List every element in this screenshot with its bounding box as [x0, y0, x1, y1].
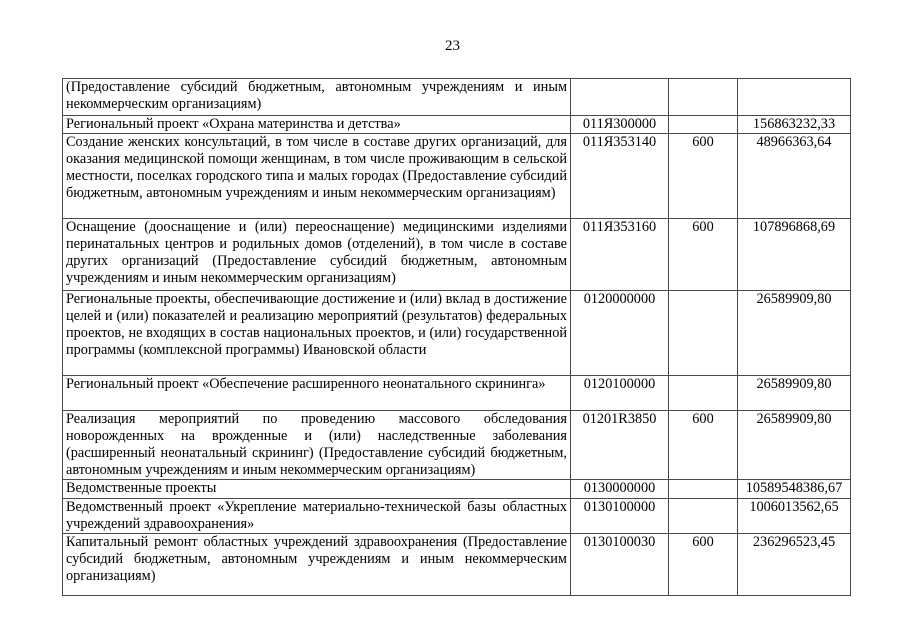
row-amount: 26589909,80 — [738, 291, 851, 376]
row-code: 011Я300000 — [571, 116, 669, 134]
row-amount: 1006013562,65 — [738, 499, 851, 534]
row-expense-type: 600 — [669, 534, 738, 596]
row-description: Региональные проекты, обеспечивающие достижение и (или) вклад в достижение целей и (или) показателей и реализацию мероприятий (результатов) федеральных проектов, не входящих в состав национальных проектов, и (или) государственной программы (комплексной программы) Ивановской области — [63, 291, 571, 376]
row-description: (Предоставление субсидий бюджетным, автономным учреждениям и иным некоммерческим организациям) — [63, 79, 571, 116]
row-expense-type — [669, 116, 738, 134]
row-expense-type — [669, 499, 738, 534]
row-expense-type — [669, 291, 738, 376]
row-description: Оснащение (дооснащение и (или) переоснащение) медицинскими изделиями перинатальных центров и родильных домов (отделений), в том числе в составе других организаций (Предоставление субсидий бюджетным, автономным учреждениям и иным некоммерческим организациям) — [63, 219, 571, 291]
row-code: 0130100000 — [571, 499, 669, 534]
row-code: 0120000000 — [571, 291, 669, 376]
table-row — [63, 411, 851, 480]
row-description: Региональный проект «Обеспечение расширенного неонатального скрининга» — [63, 376, 571, 411]
row-description: Капитальный ремонт областных учреждений здравоохранения (Предоставление субсидий бюджетным, автономным учреждениям и иным некоммерческим организациям) — [63, 534, 571, 596]
row-expense-type — [669, 480, 738, 499]
row-amount: 10589548386,67 — [738, 480, 851, 499]
row-description: Региональный проект «Охрана материнства и детства» — [63, 116, 571, 134]
table-row — [63, 219, 851, 291]
row-expense-type — [669, 79, 738, 116]
table-row — [63, 376, 851, 411]
row-expense-type: 600 — [669, 219, 738, 291]
row-amount: 107896868,69 — [738, 219, 851, 291]
row-code: 0130100030 — [571, 534, 669, 596]
row-expense-type: 600 — [669, 134, 738, 219]
row-amount: 26589909,80 — [738, 376, 851, 411]
row-expense-type: 600 — [669, 411, 738, 480]
table-row — [63, 480, 851, 499]
row-amount: 48966363,64 — [738, 134, 851, 219]
row-description: Создание женских консультаций, в том числе в составе других организаций, для оказания медицинской помощи женщинам, в том числе проживающим в сельской местности, поселках городского типа и малых городах (Предоставление субсидий бюджетным, автономным учреждениям и иным некоммерческим организациям) — [63, 134, 571, 219]
row-description: Ведомственный проект «Укрепление материально-технической базы областных учреждений здравоохранения» — [63, 499, 571, 534]
row-amount — [738, 79, 851, 116]
row-amount: 236296523,45 — [738, 534, 851, 596]
row-description: Реализация мероприятий по проведению массового обследования новорожденных на врожденные и (или) наследственные заболевания (расширенный неонатальный скрининг) (Предоставление субсидий бюджетным, автономным учреждениям и иным некоммерческим организациям) — [63, 411, 571, 480]
row-amount: 156863232,33 — [738, 116, 851, 134]
row-description: Ведомственные проекты — [63, 480, 571, 499]
row-code: 011Я353160 — [571, 219, 669, 291]
budget-table — [62, 78, 851, 596]
row-code: 0130000000 — [571, 480, 669, 499]
page-number: 23 — [445, 38, 460, 54]
table-row — [63, 534, 851, 596]
row-code: 0120100000 — [571, 376, 669, 411]
row-amount: 26589909,80 — [738, 411, 851, 480]
table-row — [63, 499, 851, 534]
row-expense-type — [669, 376, 738, 411]
row-code — [571, 79, 669, 116]
row-code: 011Я353140 — [571, 134, 669, 219]
row-code: 01201R3850 — [571, 411, 669, 480]
table-row — [63, 291, 851, 376]
table-row — [63, 79, 851, 116]
table-row — [63, 116, 851, 134]
table-row — [63, 134, 851, 219]
